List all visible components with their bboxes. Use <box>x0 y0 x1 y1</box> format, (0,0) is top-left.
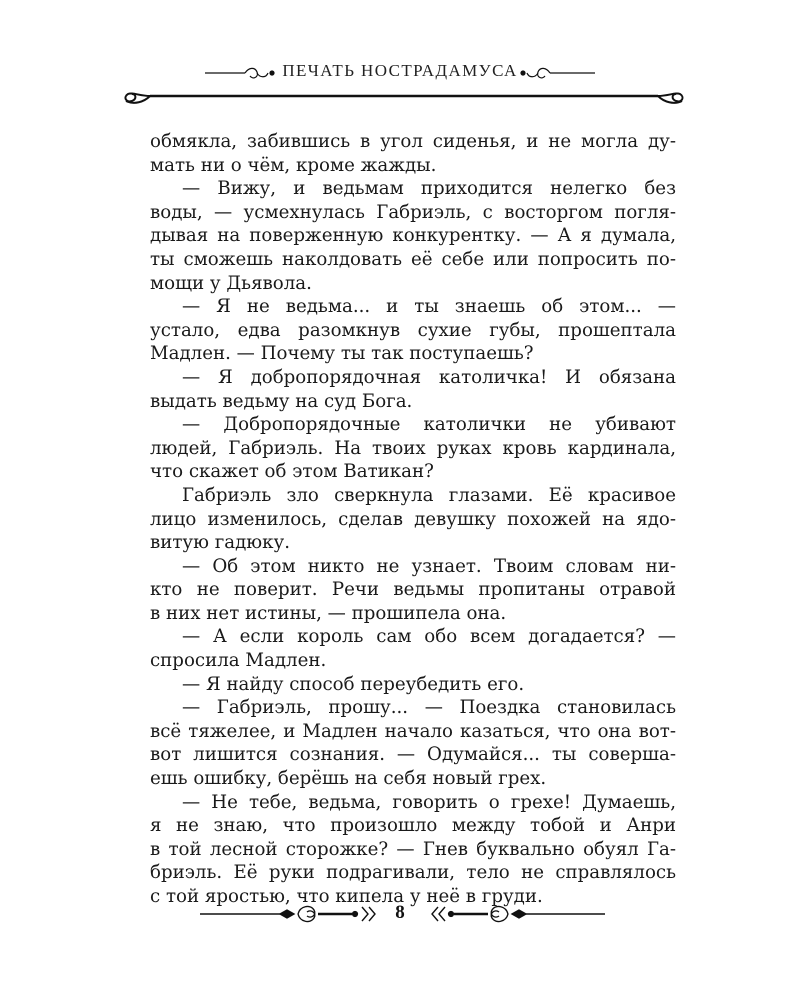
text-line: в них нет истины, — прошипела она. <box>150 602 507 624</box>
page-number: 8 <box>395 902 405 923</box>
header-curl-right-icon <box>658 93 683 102</box>
footer-ornament-right-icon <box>432 907 605 922</box>
body-text <box>150 130 676 909</box>
running-title: ПЕЧАТЬ НОСТРАДАМУСА <box>282 61 518 80</box>
text-line: — Не тебе, ведьма, говорить о грехе! Думаешь, <box>182 791 676 813</box>
text-line: — Добропорядочные католички не убивают <box>182 414 676 436</box>
text-line: обмякла, забившись в угол сиденья, и не могла ду- <box>150 131 676 152</box>
text-line: Мадлен. — Почему ты так поступаешь? <box>150 343 534 365</box>
text-line: что скажет об этом Ватикан? <box>150 461 434 483</box>
text-line: с той яростью, что кипела у неё в груди. <box>150 886 543 907</box>
text-line: — А если король сам обо всем догадается? — <box>182 626 676 648</box>
text-line: Габриэль зло сверкнула глазами. Её красивое <box>182 484 676 506</box>
text-line: — Я не ведьма... и ты знаешь об этом... — <box>182 296 676 318</box>
text-line: мощи у Дьявола. <box>150 272 312 294</box>
text-line: — Габриэль, прошу... — Поездка становилась <box>182 697 676 719</box>
text-line: мать ни о чём, кроме жажды. <box>150 154 437 176</box>
text-line: лицо изменилось, сделав девушку похожей на ядо- <box>150 508 676 530</box>
text-line: выдать ведьму на суд Бога. <box>150 390 413 412</box>
text-line: — Вижу, и ведьмам приходится нелегко без <box>182 178 676 200</box>
footer-ornament-left-icon <box>200 907 375 922</box>
text-line: в той лесной сторожке? — Гнев буквально обуял Га- <box>150 838 676 860</box>
text-line: всё тяжелее, и Мадлен начало казаться, что она вот- <box>150 720 676 742</box>
text-line: воды, — усмехнулась Габриэль, с восторгом погля- <box>150 201 676 223</box>
text-line: бриэль. Её руки подрагивали, тело не справлялось <box>150 862 676 884</box>
header-curl-left-icon <box>125 93 150 102</box>
text-line: спросила Мадлен. <box>150 650 327 672</box>
page-footer <box>0 896 800 936</box>
page-header <box>0 58 800 106</box>
text-line: — Я добропорядочная католичка! И обязана <box>182 366 676 388</box>
text-line: — Я найду способ переубедить его. <box>182 673 525 695</box>
text-line: — Об этом никто не узнает. Твоим словам ни- <box>182 555 676 577</box>
text-line: я не знаю, что произошло между тобой и Анри <box>150 815 676 837</box>
text-line: людей, Габриэль. На твоих руках кровь кардинала, <box>150 437 676 459</box>
text-line: ешь ошибку, берёшь на себя новый грех. <box>150 768 547 790</box>
text-line: вот лишится сознания. — Одумайся... ты соверша- <box>150 744 676 766</box>
text-line: витую гадюку. <box>150 532 290 554</box>
text-line: ты сможешь наколдовать её себе или попросить по- <box>150 248 676 270</box>
text-line: устало, едва разомкнув сухие губы, прошептала <box>150 319 676 341</box>
text-line: кто не поверит. Речи ведьмы пропитаны отравой <box>150 579 676 601</box>
text-line: дывая на поверженную конкурентку. — А я думала, <box>150 225 676 247</box>
